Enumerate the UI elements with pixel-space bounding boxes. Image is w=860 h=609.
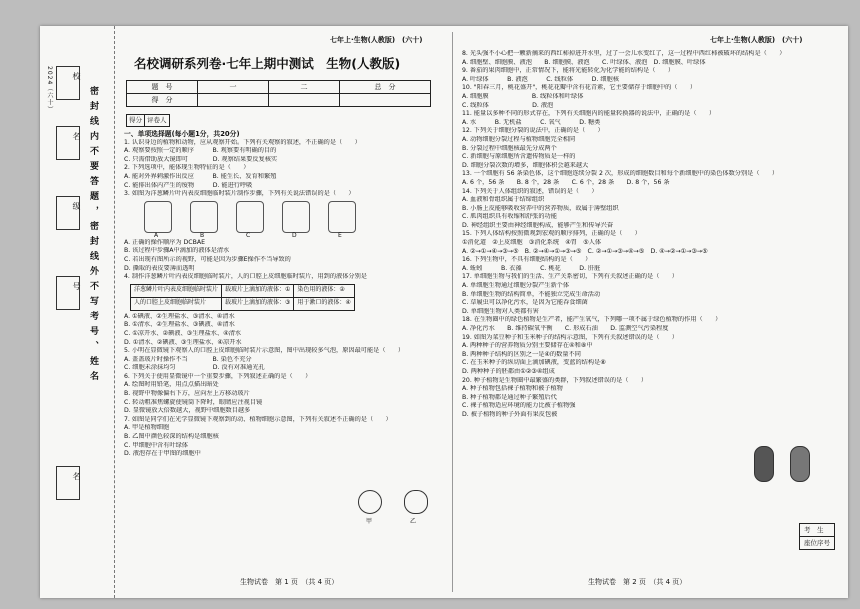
- question-line: C. ①凉开水、②碘液、③生理盐水、④清水: [124, 329, 242, 337]
- question-line: 19. 如图为菜豆种子和玉米种子的结构示意图，下列有关叙述错误的是（ ）: [462, 333, 678, 341]
- slide-liquid-table: [130, 284, 355, 311]
- seat-label: 座位序号: [800, 537, 835, 550]
- score-table: [126, 80, 431, 107]
- procedure-figure: E: [328, 201, 356, 233]
- question-line: B. 视野中物像偏右下方，应向左上方移动玻片: [124, 390, 250, 398]
- question-line: D. 液泡存在于甲图的细胞中: [124, 450, 201, 458]
- question-line: D. 细胞分裂次数的增多，细胞体积会越来越大: [462, 161, 589, 169]
- question-line: C. 新细胞与原细胞所含遗传物质是一样的: [462, 153, 576, 161]
- cell-figures: [358, 490, 428, 526]
- question-line: D. 神经组织主要由神经细胞构成，能够产生和传导兴奋: [462, 221, 614, 229]
- question-line: A. ②→①→④→③→⑤ B. ②→④→①→③→⑤ C. ②→①→③→④→⑤ D. ④→②→①→③→⑤: [462, 247, 708, 255]
- question-line: 3. 如图为洋葱鳞片叶内表皮细胞临时装片制作步骤，下列有关说法错误的是（ ）: [124, 190, 355, 198]
- question-line: D. 撕取的表皮要薄而透明: [124, 264, 195, 272]
- gutter-label-name: 名: [72, 132, 81, 141]
- right-footer: 生物试卷 第 2 页 （共 4 页）: [588, 578, 687, 586]
- question-line: B. 分裂过程中细胞核最先分成两个: [462, 144, 557, 152]
- score-head-3: 二: [269, 81, 340, 94]
- question-line: C. 线粒体 D. 液泡: [462, 101, 554, 109]
- question-line: A. 观察要按照一定的顺序 B. 观察要有明确的目的: [124, 147, 277, 155]
- right-header-tag: 七年上·生物(人教版) (六十): [710, 36, 803, 44]
- question-line: A. 单细胞生物通过细胞分裂产生新个体: [462, 282, 570, 290]
- table-cell: 载玻片上滴加的液体：①: [222, 284, 294, 297]
- question-line: D. 显微镜放大倍数越大，视野中细胞数目越多: [124, 407, 251, 415]
- question-line: 16. 下列生物中，不具有细胞结构的是（ ）: [462, 256, 592, 264]
- table-cell: 用于漱口的液体：④: [294, 297, 354, 310]
- question-line: C. 能排出体内产生的废物 D. 能进行呼吸: [124, 181, 253, 189]
- left-page: [120, 26, 445, 598]
- question-line: C. 甲细胞中含有叶绿体: [124, 441, 188, 449]
- question-line: B. 种子植物都是通过种子繁殖后代: [462, 393, 557, 401]
- question-line: A. 水 B. 无机盐 C. 氧气 D. 糖类: [462, 118, 601, 126]
- section-heading: 一、单项选择题(每小题1分，共20分): [124, 130, 240, 138]
- cell-caption: 甲: [366, 517, 373, 525]
- question-line: B. 单细胞生物的结构简单，不能独立完成生命活动: [462, 290, 601, 298]
- page-divider: [452, 32, 453, 592]
- question-line: A. 动物细胞分裂过程与植物细胞完全相同: [462, 135, 576, 143]
- question-line: D. ①清水、②碘液、③生理盐水、④凉开水: [124, 338, 242, 346]
- binding-gutter: [40, 26, 115, 598]
- question-line: B. ①清水、②生理盐水、③碘液、④清水: [124, 321, 235, 329]
- question-line: C. 细胞未涂抹均匀 D. 没有对准通光孔: [124, 364, 265, 372]
- seat-number-box: [799, 523, 835, 550]
- question-line: 4. 制作洋葱鳞片叶内表皮细胞临时装片，人的口腔上皮细胞临时装片，用到的液体分别是: [124, 273, 367, 281]
- question-line: A. 细胞壁、细胞膜、液泡 B. 细胞膜、液泡 C. 叶绿体、液泡 D. 细胞膜、叶绿体: [462, 58, 706, 66]
- gutter-label-school: 校: [72, 72, 81, 81]
- scorer-label-grader: 评卷人: [145, 115, 170, 127]
- question-line: A. 种子植物包括裸子植物和被子植物: [462, 385, 563, 393]
- question-line: 17. 单细胞生物与我们的生活、生产关系密切，下列有关叙述正确的是（ ）: [462, 273, 678, 281]
- score-cell[interactable]: [198, 94, 269, 107]
- table-cell: 载玻片上滴加的液体：③: [222, 297, 294, 310]
- question-line: A. 6 个，56 条 B. 8 个，28 条 C. 6 个，28 条 D. 8 个，56 条: [462, 178, 670, 186]
- cell-figure-jia: [358, 490, 382, 514]
- question-line: A. 细胞膜 B. 线粒体和叶绿体: [462, 92, 584, 100]
- question-line: A. 两种种子的营养物质分别主要储存在④和⑧中: [462, 342, 593, 350]
- question-line: 7. 如图是同学们在光学显微镜下观察到的动、植物细胞示意图，下列有关叙述不正确的是（ ）: [124, 415, 392, 423]
- question-line: B. 两种种子结构的区别之一是④的数量不同: [462, 350, 581, 358]
- right-questions: [462, 50, 841, 420]
- question-line: 8. 光头强不小心把一颗新摘来的西红柿掉进开水里，过了一会儿水变红了，这一过程中西红柿被破坏的结构是（ ）: [462, 50, 786, 57]
- question-line: C. 肌肉组织具有收缩和舒张的功能: [462, 213, 557, 221]
- gutter-label-fullname: 名: [72, 472, 81, 481]
- gutter-label-grade: 级: [72, 202, 81, 211]
- seat-label: 考 生: [800, 524, 835, 537]
- question-line: 9. 番茄的果肉细胞中，正常情况下，能将光能转化为化学能的结构是（ ）: [462, 67, 675, 75]
- question-line: 18. 在生物圈中的绿色植物是生产者，能产生氧气，下列哪一项不属于绿色植物的作用（ ）: [462, 316, 722, 324]
- right-page: [458, 26, 843, 598]
- question-line: D. 两种种子的胚都由①②③④组成: [462, 367, 555, 375]
- exam-sheet: [40, 26, 848, 598]
- seed-figures: [754, 446, 810, 486]
- question-line: A. 甲是植物细胞: [124, 424, 170, 432]
- left-footer: 生物试卷 第 1 页 （共 4 页）: [240, 578, 339, 586]
- question-line: 15. 下列人体结构按照微观到宏观的顺序排列，正确的是（ ）: [462, 230, 641, 238]
- question-line: D. 被子植物的种子外面有果皮包被: [462, 410, 558, 418]
- seal-line-text: 密封线内不要答题，密封线外不写考号、姓名: [88, 86, 98, 386]
- cell-caption: 乙: [409, 517, 416, 525]
- seed-figure-bean: [754, 446, 774, 482]
- question-line: A. 净化污水 B. 维持碳氧平衡 C. 形成石油 D. 监测空气污染程度: [462, 325, 669, 332]
- procedure-figure: C: [236, 201, 264, 233]
- question-line: 1. 认识身边的植物和动物，应从观察开始。下列有关观察的叙述，不正确的是（ ）: [124, 138, 361, 146]
- question-line: C. 在玉米种子的纵切面上滴加碘液，变蓝的结构是⑧: [462, 359, 606, 367]
- question-line: 10. "阳春三月，桃花盛开"，桃花花瓣中含有花青素，它主要储存于细胞中的（ ）: [462, 84, 697, 92]
- question-line: ①消化道 ②上皮细胞 ③消化系统 ④胃 ⑤人体: [462, 239, 602, 247]
- question-line: C. 只需借助放大镜即可 D. 观察结果要反复核实: [124, 155, 278, 163]
- score-head-1: 题 号: [127, 81, 198, 94]
- score-cell[interactable]: [269, 94, 340, 107]
- cell-figure-yi: [404, 490, 428, 514]
- question-line: B. 小肠上皮能够吸收营养中的营养物质，故属于薄壁组织: [462, 204, 619, 212]
- question-line: A. 正确的操作顺序为 DCBAE: [124, 238, 205, 246]
- question-line: 20. 种子植物是生物圈中最繁盛的类群，下列叙述错误的是（ ）: [462, 376, 648, 384]
- score-head-2: 一: [198, 81, 269, 94]
- procedure-figure: D: [282, 201, 310, 233]
- question-line: C. 若出现有图所示的视野，可能是因为步骤E操作不当导致的: [124, 255, 291, 263]
- question-line: D. 单细胞生物对人类都有害: [462, 307, 539, 315]
- procedure-figures: [124, 199, 443, 239]
- question-line: A. ①碘液、②生理盐水、③清水、④清水: [124, 312, 235, 320]
- question-line: A. 盖盖玻片时操作不当 B. 染色不充分: [124, 355, 252, 363]
- score-row-label: 得 分: [127, 94, 198, 107]
- table-cell: 人的口腔上皮细胞临时装片: [131, 297, 222, 310]
- question-line: C. 草履虫可以净化污水，是因为它能吞食细菌: [462, 299, 588, 307]
- score-cell[interactable]: [340, 94, 431, 107]
- scorer-box: [126, 114, 170, 127]
- question-line: B. 乙图中颜色较深的结构是细胞核: [124, 433, 219, 441]
- exam-title: 名校调研系列卷·七年上期中测试 生物(人教版): [134, 56, 401, 71]
- left-header-tag: 七年上·生物(人教版) (六十): [330, 36, 423, 44]
- score-head-4: 总 分: [340, 81, 431, 94]
- left-questions: [124, 130, 443, 459]
- question-line: A. 血液和骨组织属于结缔组织: [462, 196, 545, 204]
- question-line: A. 蚯蚓 B. 衣藻 C. 桃花 D. 肝脏: [462, 264, 601, 272]
- procedure-figure: B: [190, 201, 218, 233]
- table-cell: 染色用的液体：②: [294, 284, 354, 297]
- question-line: 11. 能量以多种不同的形式存在，下列有关细胞内的能量转换器的说法中，正确的是（ ）: [462, 110, 716, 118]
- procedure-figure: A: [144, 201, 172, 233]
- gutter-label-number: 号: [72, 282, 81, 291]
- question-line: C. 转动粗准焦螺旋使镜筒下降时，眼睛应注视目镜: [124, 398, 263, 406]
- question-line: 2. 下列选项中，能体现生物特征的是（ ）: [124, 164, 250, 172]
- question-line: A. 绘图时用铅笔，用点点描出暗处: [124, 381, 219, 389]
- question-line: 12. 下列关于细胞分裂的说法中，正确的是（ ）: [462, 127, 604, 135]
- question-line: 14. 下列关于人体组织的叙述，错误的是（ ）: [462, 187, 598, 195]
- gutter-year: 2024（六十）: [46, 66, 53, 114]
- question-line: 5. 小明在显微镜下观察人的口腔上皮细胞临时装片示意图，图中出现较多气泡，原因最可能是（ ）: [124, 347, 405, 355]
- question-line: B. 该过程中步骤A中滴加的液体是清水: [124, 247, 230, 255]
- question-line: C. 裸子植物适应环境的能力比被子植物强: [462, 402, 576, 410]
- question-line: A. 能对外界刺激作出反应 B. 能生长、发育和繁殖: [124, 172, 277, 180]
- question-line: A. 叶绿体 B. 液泡 C. 线粒体 D. 细胞核: [462, 75, 619, 83]
- question-line: 6. 下列关于使用显微镜中一个重要步骤，下列叙述正确的是（ ）: [124, 372, 312, 380]
- seed-figure-corn: [790, 446, 810, 482]
- question-line: 13. 一个细胞有 56 条染色体，这个细胞连续分裂 2 次，形成的细胞数目和每个新细胞中的染色体数分别是（ ）: [462, 170, 779, 178]
- scorer-label-score: 得分: [127, 115, 145, 127]
- table-cell: 洋葱鳞片叶内表皮细胞临时装片: [131, 284, 222, 297]
